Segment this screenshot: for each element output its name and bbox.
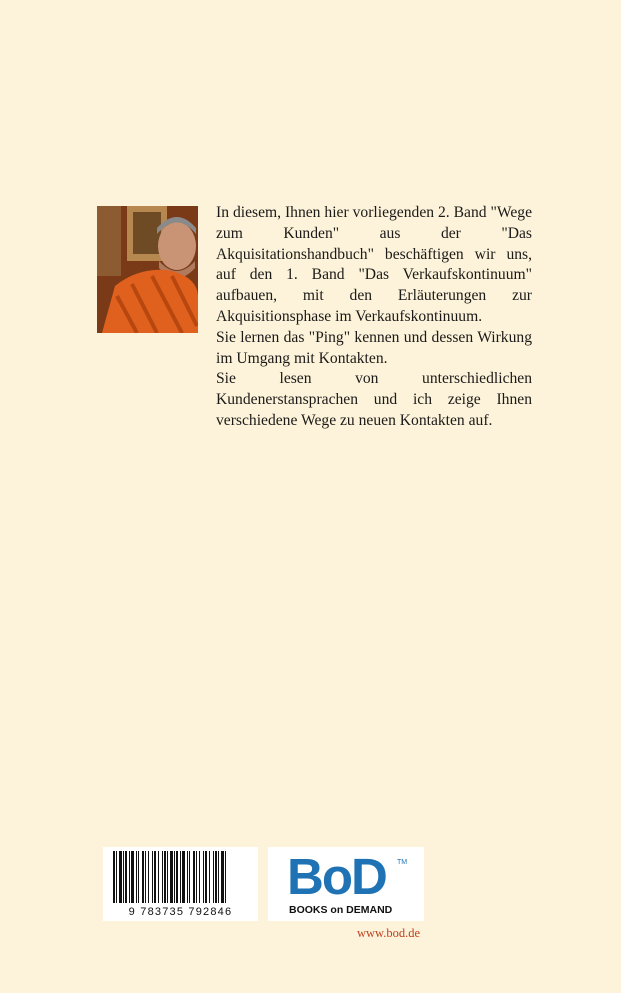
barcode-bar [180,851,181,903]
barcode-bar [158,851,159,903]
trademark-symbol: TM [397,859,408,866]
barcode-bar [154,851,156,903]
barcode-bars [103,847,258,907]
barcode-bar [142,851,144,903]
isbn-number: 9 783735 792846 [128,906,233,918]
barcode-bar [129,851,130,903]
author-photo [97,206,198,333]
barcode-bar [125,851,127,903]
barcode-bar [116,851,117,903]
bod-logo-subtitle: BOOKS on DEMAND [289,904,393,916]
barcode-bar [182,851,185,903]
barcode-bar [187,851,188,903]
barcode-bar [221,851,224,903]
barcode-bar [213,851,214,903]
barcode-bar [199,851,200,903]
barcode-bar [189,851,190,903]
barcode-bar [193,851,195,903]
barcode-bar [113,851,115,903]
barcode-bar [176,851,178,903]
barcode-bar [196,851,197,903]
barcode-bar [203,851,204,903]
blurb-paragraph: Sie lesen von unterschiedlichen Kundenerstansprachen und ich zeige Ihnen verschiedene Wege zu neuen Kontakten auf. [216,370,532,429]
barcode-bar [167,851,168,903]
blurb-paragraph: In diesem, Ihnen hier vorliegenden 2. Band "Wege zum Kunden" aus der "Das Akquisitationshandbuch" beschäftigen wir uns, auf den 1. Band "Das Verkaufskontinuum" aufbauen, mit den Erläuterungen zur Akquisitionsphase im Verkaufskontinuum. [216,204,532,325]
barcode-bar [215,851,217,903]
barcode-bar [119,851,122,903]
barcode-bar [209,851,210,903]
barcode-bar [138,851,139,903]
barcode-bar [162,851,163,903]
author-portrait-illustration [97,206,198,333]
barcode-bar [174,851,175,903]
publisher-url: www.bod.de [357,926,421,940]
blurb-paragraph: Sie lernen das "Ping" kennen und dessen Wirkung im Umgang mit Kontakten. [216,328,532,367]
barcode-bar [152,851,153,903]
barcode-bar [145,851,146,903]
barcode-bar [225,851,226,903]
barcode-bar [164,851,166,903]
isbn-barcode [103,847,258,921]
back-cover-blurb [216,203,532,432]
barcode-bar [148,851,149,903]
barcode-bar [123,851,124,903]
barcode-bar [131,851,134,903]
bod-logo-text: BoD [287,848,386,905]
barcode-bar [170,851,173,903]
barcode-bar [205,851,207,903]
publisher-logo [268,847,424,921]
barcode-bar [136,851,137,903]
barcode-bar [218,851,219,903]
